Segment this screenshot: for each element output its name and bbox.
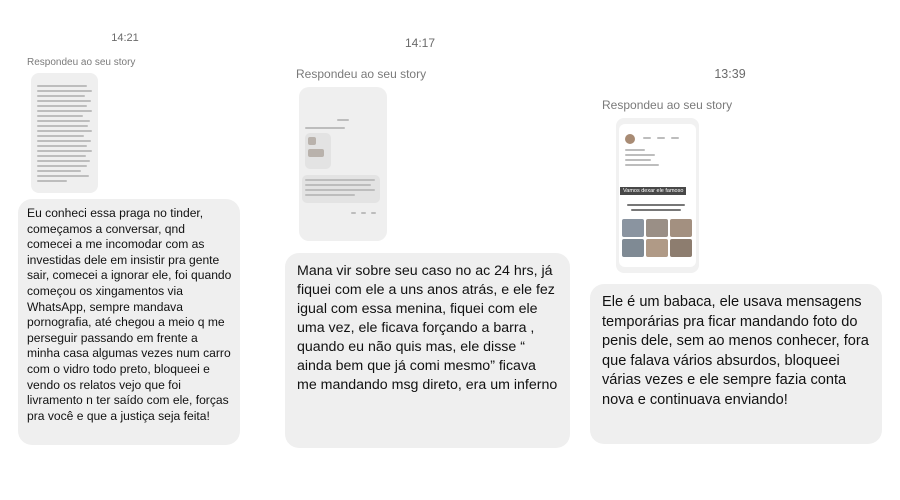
story-overlay-text: Vamos dexar ele famoso bbox=[620, 187, 686, 195]
chat-panel-2 bbox=[280, 0, 580, 500]
replied-to-story-label: Respondeu ao seu story bbox=[27, 57, 136, 68]
chat-panel-3 bbox=[580, 0, 900, 500]
message-timestamp: 13:39 bbox=[714, 67, 746, 81]
replied-to-story-label: Respondeu ao seu story bbox=[296, 67, 427, 81]
message-timestamp: 14:17 bbox=[404, 36, 436, 50]
replied-to-story-label: Respondeu ao seu story bbox=[602, 98, 733, 112]
message-bubble: Eu conheci essa praga no tinder, começamos a conversar, qnd comecei a me incomodar com as investidas dele em insistir pra gente sair, comecei a ignorar ele, foi quando começou os xingamentos via WhatsApp, sempre mandava pornografia, até chegou a meio q me perseguir passando em frente a minha casa algumas vezes num carro com o vidro todo preto, bloqueei e vendo os relatos vejo que foi livramento n ter saído com ele, forças pra você e que a justiça seja feita! bbox=[18, 199, 240, 445]
story-thumbnail[interactable] bbox=[616, 118, 699, 273]
message-timestamp: 14:21 bbox=[111, 32, 139, 44]
chat-panel-1 bbox=[0, 0, 280, 500]
message-bubble: Ele é um babaca, ele usava mensagens temporárias pra ficar mandando foto do penis dele, sem ao menos conhecer, fora que falava vários absurdos, bloqueei várias vezes e ele sempre fazia conta nova e continuava enviando! bbox=[590, 284, 882, 444]
story-thumbnail[interactable] bbox=[31, 73, 98, 193]
message-bubble: Mana vir sobre seu caso no ac 24 hrs, já fiquei com ele a uns anos atrás, e ele fez igual com essa menina, fiquei com ele uma vez, ele ficava forçando a barra , quando eu não quis mas, ele disse “ ainda bem que já comi mesmo” ficava me mandando msg direto, era um inferno bbox=[285, 253, 570, 448]
story-thumbnail[interactable] bbox=[299, 87, 387, 241]
